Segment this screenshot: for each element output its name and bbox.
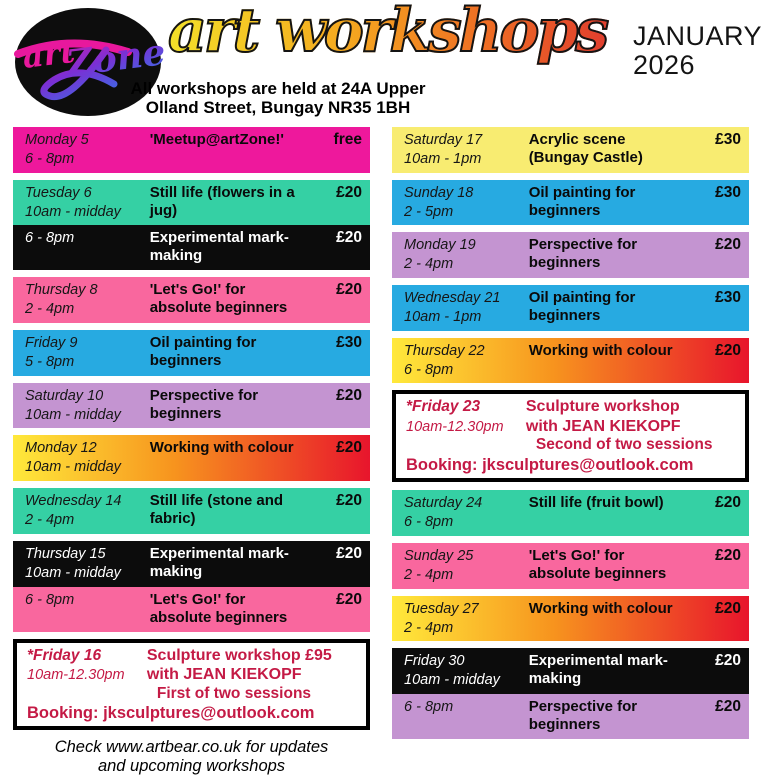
workshop-price: £30: [715, 289, 741, 307]
workshop-row: [392, 648, 749, 694]
workshop-date: Thursday 8: [25, 282, 98, 299]
workshop-row: [13, 330, 370, 376]
workshop-date: Tuesday 6: [25, 184, 92, 201]
address-line-1: All workshops are held at 24A Upper: [130, 79, 426, 98]
workshop-price: free: [333, 131, 362, 148]
workshop-time: 2 - 4pm: [404, 566, 454, 583]
sculpture-detail-line: Sculpture workshop £95: [146, 646, 332, 664]
workshop-title: Working with colour: [149, 439, 294, 457]
workshop-date: Thursday 22: [404, 342, 485, 359]
workshop-datetime: [25, 545, 150, 583]
workshop-time: 6 - 8pm: [404, 514, 454, 531]
workshop-datetime: [404, 342, 529, 380]
workshop-row: [13, 435, 370, 481]
workshop-row: [392, 338, 749, 384]
workshop-date: Friday 30: [404, 653, 465, 670]
sculpture-date: *Friday 16: [27, 646, 102, 664]
workshop-time: 10am - 1pm: [404, 150, 482, 167]
workshop-datetime: [25, 131, 150, 169]
workshop-datetime: [404, 131, 529, 169]
workshop-title: Perspective for beginners: [528, 698, 638, 734]
workshop-price: £20: [715, 494, 741, 512]
sculpture-datetime: [406, 397, 526, 455]
workshop-date: Saturday 17: [404, 132, 483, 148]
workshop-price: £30: [336, 334, 362, 352]
workshop-row: [392, 127, 749, 173]
workshop-datetime: [25, 591, 150, 610]
year-label: 2026: [632, 50, 696, 81]
logo-zone-text: Zone: [63, 31, 164, 85]
workshop-row: [13, 587, 370, 632]
workshop-datetime: [404, 652, 529, 690]
workshop-title: Experimental mark-making: [149, 544, 289, 580]
workshop-row: [392, 232, 749, 278]
workshop-date: Monday 12: [25, 440, 97, 457]
sculpture-time: 10am-12.30pm: [406, 418, 504, 435]
sculpture-detail-line: First of two sessions: [156, 684, 312, 702]
workshop-title: Still life (fruit bowl): [528, 494, 664, 512]
workshop-price: £20: [336, 281, 362, 299]
sculpture-booking: Booking: jksculptures@outlook.com: [27, 704, 315, 723]
workshop-time: 2 - 4pm: [25, 511, 75, 528]
sculpture-detail-line: Second of two sessions: [535, 436, 713, 454]
workshop-time: 2 - 4pm: [25, 301, 75, 318]
workshop-price: £20: [336, 439, 362, 457]
workshop-row: [13, 277, 370, 323]
workshop-row: [13, 180, 370, 226]
workshop-title: Oil painting for beginners: [528, 289, 636, 325]
workshop-time: 2 - 5pm: [404, 203, 454, 220]
workshop-datetime: [25, 387, 150, 425]
sculpture-top: [406, 397, 739, 455]
workshop-date: Thursday 15: [25, 545, 106, 562]
workshop-title: Oil painting for beginners: [149, 334, 257, 370]
workshop-date: Monday 5: [25, 132, 89, 148]
workshop-price: £20: [715, 599, 741, 617]
workshop-datetime: [404, 289, 529, 327]
workshop-price: £20: [336, 544, 362, 562]
workshop-row: [13, 127, 370, 173]
sculpture-details: [147, 646, 360, 704]
workshop-title: Still life (stone and fabric): [149, 492, 284, 528]
workshop-title: Still life (flowers in a jug): [149, 183, 295, 219]
workshop-datetime: [25, 229, 150, 248]
workshop-title: Acrylic scene (Bungay Castle): [528, 131, 643, 166]
sculpture-detail-line: with JEAN KIEKOPF: [525, 417, 681, 435]
workshop-date: Tuesday 27: [404, 600, 479, 617]
poster-title: art workshops: [168, 0, 636, 66]
workshop-price: £20: [715, 652, 741, 670]
workshop-date: Friday 9: [25, 335, 78, 352]
workshop-title: Perspective for beginners: [149, 386, 259, 422]
workshop-datetime: [25, 184, 150, 222]
sculpture-top: [27, 646, 360, 704]
updates-footer: [13, 738, 370, 776]
schedule-column-left: [13, 127, 370, 776]
sculpture-booking: Booking: jksculptures@outlook.com: [406, 456, 694, 475]
workshop-time: 10am - midday: [25, 564, 121, 581]
workshop-datetime: [25, 281, 150, 319]
workshop-datetime: [404, 547, 529, 585]
sculpture-date: *Friday 23: [406, 398, 481, 416]
workshop-title: Working with colour: [528, 599, 673, 617]
workshop-time: 6 - 8pm: [404, 361, 454, 378]
schedule: [0, 124, 768, 776]
workshop-price: £20: [715, 698, 741, 716]
sculpture-time: 10am-12.30pm: [27, 666, 125, 683]
workshop-price: £30: [715, 183, 741, 201]
workshop-datetime: [25, 492, 150, 530]
workshop-datetime: [404, 698, 529, 717]
workshop-price: £20: [715, 236, 741, 254]
workshop-time: 10am - midday: [25, 459, 121, 476]
workshop-date: Wednesday 21: [404, 290, 501, 307]
workshop-datetime: [404, 494, 529, 532]
workshop-row: [392, 543, 749, 589]
workshop-row: [392, 596, 749, 642]
workshop-price: £20: [715, 547, 741, 565]
sculpture-workshop-box: [13, 639, 370, 731]
workshop-row: [392, 285, 749, 331]
month-year: [633, 22, 762, 80]
sculpture-workshop-box: [392, 390, 749, 482]
sculpture-datetime: [27, 646, 147, 704]
workshop-title: 'Meetup@artZone!': [149, 131, 284, 148]
workshop-date: Sunday 18: [404, 184, 474, 201]
workshop-price: £20: [336, 386, 362, 404]
workshop-row: [13, 541, 370, 587]
workshop-datetime: [25, 334, 150, 372]
logo-art-text: art: [20, 31, 77, 76]
workshop-time: 10am - midday: [25, 203, 121, 220]
workshop-price: £20: [336, 183, 362, 201]
workshop-date: Saturday 10: [25, 387, 104, 404]
workshop-row: [13, 225, 370, 270]
workshop-datetime: [404, 236, 529, 274]
workshop-price: £20: [715, 341, 741, 359]
workshop-time: 10am - 1pm: [404, 308, 482, 325]
footer-line-1: Check www.artbear.co.uk for updates: [54, 738, 329, 757]
workshop-title: Working with colour: [528, 341, 673, 359]
footer-line-2: and upcoming workshops: [97, 757, 286, 776]
address-line-2: Olland Street, Bungay NR35 1BH: [145, 98, 411, 118]
workshop-time: 10am - midday: [25, 406, 121, 423]
workshop-time: 5 - 8pm: [25, 353, 75, 370]
workshop-time: 2 - 4pm: [404, 256, 454, 273]
workshop-title: 'Let's Go!' for absolute beginners: [528, 547, 667, 583]
workshop-title: Experimental mark-making: [528, 652, 668, 688]
venue-address: [96, 79, 460, 117]
workshop-time: 6 - 8pm: [25, 150, 75, 167]
workshop-title: 'Let's Go!' for absolute beginners: [149, 281, 288, 317]
workshop-price: £20: [336, 229, 362, 247]
workshop-time: 10am - midday: [404, 672, 500, 689]
workshop-datetime: [404, 600, 529, 638]
sculpture-detail-line: with JEAN KIEKOPF: [146, 666, 302, 684]
header: [0, 0, 768, 124]
month-label: JANUARY: [632, 21, 762, 51]
workshop-price: £20: [336, 492, 362, 510]
sculpture-details: [526, 397, 739, 455]
workshop-row: [392, 694, 749, 739]
workshop-time: 2 - 4pm: [404, 619, 454, 636]
workshop-price: £30: [715, 131, 741, 148]
workshop-datetime: [25, 439, 150, 477]
workshop-date: Wednesday 14: [25, 493, 122, 510]
workshop-date: Sunday 25: [404, 548, 474, 565]
workshop-row: [392, 180, 749, 226]
workshop-time: 6 - 8pm: [25, 230, 75, 247]
workshop-title: Perspective for beginners: [528, 236, 638, 272]
workshop-time: 6 - 8pm: [404, 699, 454, 716]
workshop-title: Oil painting for beginners: [528, 183, 636, 219]
workshop-row: [13, 383, 370, 429]
workshop-title: Experimental mark-making: [149, 229, 289, 265]
workshop-row: [13, 488, 370, 534]
workshop-datetime: [404, 184, 529, 222]
sculpture-detail-line: Sculpture workshop: [525, 398, 680, 416]
schedule-column-right: [392, 127, 749, 776]
workshop-time: 6 - 8pm: [25, 591, 75, 608]
workshop-date: Monday 19: [404, 237, 476, 254]
workshop-title: 'Let's Go!' for absolute beginners: [149, 590, 288, 626]
workshop-price: £20: [336, 590, 362, 608]
workshop-date: Saturday 24: [404, 495, 483, 512]
workshop-row: [392, 490, 749, 536]
